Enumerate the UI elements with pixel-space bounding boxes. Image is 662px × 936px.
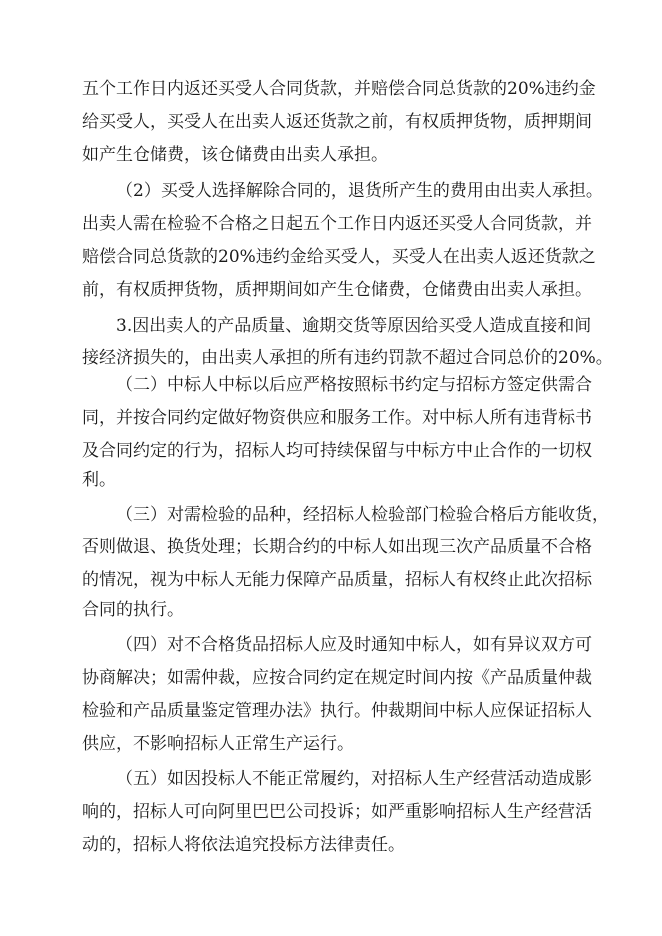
text-line: 协商解决；如需仲裁，应按合同约定在规定时间内按《产品质量仲裁 [82,668,592,688]
text-line: （二）中标人中标以后应严格按照标书约定与招标方签定供需合 [116,375,592,395]
text-line: （三）对需检验的品种，经招标人检验部门检验合格后方能收货， [116,505,609,525]
text-line: 动的，招标人将依法追究投标方法律责任。 [82,835,405,855]
text-line: （五）如因投标人不能正常履约，对招标人生产经营活动造成影 [116,769,592,789]
text-line: 接经济损失的，由出卖人承担的所有违约罚款不超过合同总价的20%。 [82,348,613,368]
text-line: 合同的执行。 [82,600,184,620]
text-line: 检验和产品质量鉴定管理办法》执行。仲裁期间中标人应保证招标人 [82,701,592,721]
text-line: （2）买受人选择解除合同的，退货所产生的费用由出卖人承担。 [116,181,603,201]
text-line: （四）对不合格货品招标人应及时通知中标人，如有异议双方可 [116,635,592,655]
text-line: 出卖人需在检验不合格之日起五个工作日内返还买受人合同货款，并 [82,214,592,234]
text-line: 如产生仓储费，该仓储费由出卖人承担。 [82,145,388,165]
text-line: 否则做退、换货处理；长期合约的中标人如出现三次产品质量不合格 [82,537,592,557]
text-line: 前，有权质押货物，质押期间如产生仓储费，仓储费由出卖人承担。 [82,280,592,300]
text-line: 供应，不影响招标人正常生产运行。 [82,734,354,754]
text-line: 及合同约定的行为，招标人均可持续保留与中标方中止合作的一切权 [82,441,592,461]
text-line: 响的，招标人可向阿里巴巴公司投诉；如严重影响招标人生产经营活 [82,802,592,822]
text-line: 赔偿合同总货款的20%违约金给买受人，买受人在出卖人返还货款之 [82,247,596,267]
text-line: 同，并按合同约定做好物资供应和服务工作。对中标人所有违背标书 [82,408,592,428]
text-line: 五个工作日内返还买受人合同货款，并赔偿合同总货款的20%违约金 [82,79,596,99]
text-line: 3.因出卖人的产品质量、逾期交货等原因给买受人造成直接和间 [116,316,592,336]
text-line: 的情况，视为中标人无能力保障产品质量，招标人有权终止此次招标 [82,570,592,590]
text-line: 给买受人，买受人在出卖人返还货款之前，有权质押货物，质押期间 [82,112,592,132]
text-line: 利。 [82,470,116,490]
